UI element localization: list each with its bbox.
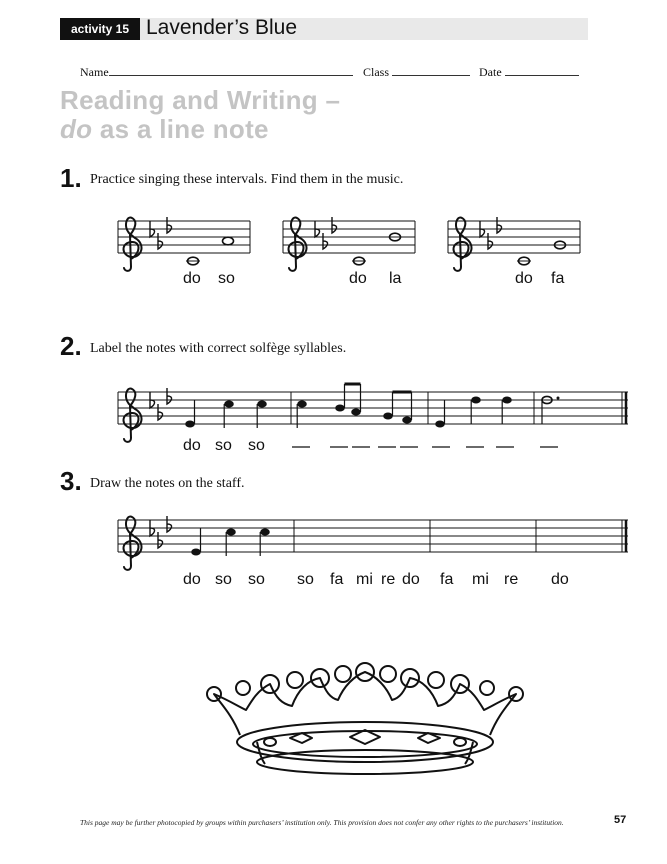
syllable-mi: mi [356,571,373,588]
whole-note [223,237,234,245]
draw-staff[interactable] [118,516,628,588]
syllable-do: do [402,571,420,588]
question-1-number: 1. [60,163,82,193]
interval-staff-1 [118,217,250,287]
heading-do: do [60,114,93,144]
photocopy-notice: This page may be further photocopied by groups within purchasers’ institution only. This provision does not confer any other rights to the purchasers’ institution. [80,818,564,827]
syllable-so: so [215,571,232,588]
syllable-so: so [218,270,235,287]
class-label: Class [363,65,390,79]
syllable-so: so [248,437,265,454]
date-label: Date [479,65,502,79]
syllable-do: do [183,270,201,287]
song-title: Lavender’s Blue [146,16,297,39]
syllable-fa: fa [440,571,454,588]
label-staff [118,384,628,454]
question-3-text: Draw the notes on the staff. [90,476,245,491]
syllable-do: do [551,571,569,588]
syllable-fa: fa [330,571,344,588]
name-label: Name [80,65,109,79]
worksheet-heading-line1: Reading and Writing – [60,85,341,115]
syllable-so: so [248,571,265,588]
syllable-so: so [215,437,232,454]
question-1-text: Practice singing these intervals. Find them in the music. [90,172,404,187]
interval-staff-3 [448,217,580,287]
syllable-re: re [504,571,519,588]
heading-rest: as a line note [92,114,269,144]
syllable-fa: fa [551,270,565,287]
syllable-re: re [381,571,396,588]
page-number: 57 [614,814,627,826]
syllable-do: do [183,571,201,588]
syllable-do: do [515,270,533,287]
question-2-text: Label the notes with correct solfège syllables. [90,341,347,356]
syllable-do: do [349,270,367,287]
syllable-do: do [183,437,201,454]
question-3-number: 3. [60,466,82,496]
interval-staff-2 [283,217,415,287]
syllable-la: la [389,270,402,287]
syllable-so: so [297,571,314,588]
question-2-number: 2. [60,331,82,361]
activity-label: activity 15 [60,18,140,40]
crown-illustration [207,663,523,774]
syllable-mi: mi [472,571,489,588]
